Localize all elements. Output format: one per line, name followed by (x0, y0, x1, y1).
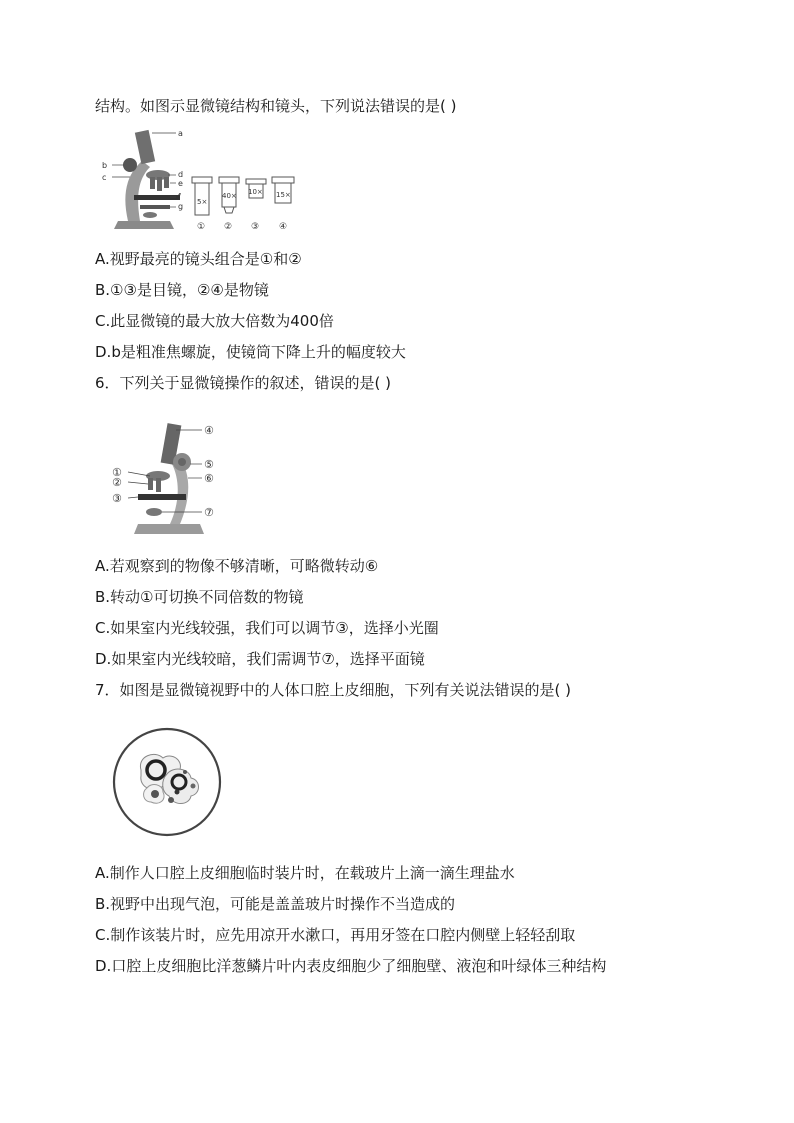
cell-view-diagram (111, 726, 223, 838)
lens-2 (219, 177, 239, 232)
label-f: f (178, 192, 181, 201)
q6-option-d: D.如果室内光线较暗，我们需调节⑦，选择平面镜 (95, 650, 425, 668)
q6-stem: 6．下列关于显微镜操作的叙述，错误的是( ) (95, 374, 392, 392)
q7-figure (111, 726, 223, 838)
q7-option-b: B.视野中出现气泡，可能是盖盖玻片时操作不当造成的 (95, 895, 456, 913)
label-5: ⑤ (204, 458, 214, 471)
q6-figure (108, 420, 228, 540)
label-6: ⑥ (204, 472, 214, 485)
label-g: g (178, 202, 184, 211)
q5-option-b: B.①③是目镜，②④是物镜 (95, 281, 269, 299)
q7-option-a: A.制作人口腔上皮细胞临时装片时，在载玻片上滴一滴生理盐水 (95, 864, 515, 882)
label-b: b (102, 161, 108, 170)
svg-text:10×: 10× (248, 188, 263, 196)
q7-option-c: C.制作该装片时，应先用凉开水漱口，再用牙签在口腔内侧壁上轻轻刮取 (95, 926, 576, 944)
svg-text:15×: 15× (276, 191, 291, 199)
svg-text:40×: 40× (222, 192, 237, 200)
microscope-diagram-q5 (100, 125, 310, 235)
label-c: c (102, 173, 107, 182)
svg-text:5×: 5× (197, 198, 208, 206)
label-4: ④ (204, 424, 214, 437)
label-a: a (178, 129, 183, 138)
label-e: e (178, 179, 183, 188)
label-7: ⑦ (204, 506, 214, 519)
q7-stem: 7．如图是显微镜视野中的人体口腔上皮细胞，下列有关说法错误的是( ) (95, 681, 572, 699)
label-2: ② (112, 476, 122, 489)
q5-figure (100, 125, 310, 235)
q6-option-a: A.若观察到的物像不够清晰，可略微转动⑥ (95, 557, 379, 575)
q5-stem: 结构。如图示显微镜结构和镜头，下列说法错误的是( ) (95, 97, 457, 115)
q5-option-a: A.视野最亮的镜头组合是①和② (95, 250, 302, 268)
lens-1 (192, 177, 212, 232)
microscope-diagram-q6 (108, 420, 228, 540)
svg-text:③: ③ (251, 222, 260, 232)
label-1: ① (112, 466, 122, 479)
q6-option-b: B.转动①可切换不同倍数的物镜 (95, 588, 304, 606)
svg-text:④: ④ (279, 222, 288, 232)
svg-text:②: ② (224, 222, 233, 232)
label-d: d (178, 170, 184, 179)
q5-option-d: D.b是粗准焦螺旋，使镜筒下降上升的幅度较大 (95, 343, 406, 361)
lens-3 (246, 179, 266, 232)
q7-option-d: D.口腔上皮细胞比洋葱鳞片叶内表皮细胞少了细胞壁、液泡和叶绿体三种结构 (95, 957, 607, 975)
q5-option-c: C.此显微镜的最大放大倍数为400倍 (95, 312, 334, 330)
label-3: ③ (112, 492, 122, 505)
lens-4 (272, 177, 294, 232)
svg-text:①: ① (197, 222, 206, 232)
q6-option-c: C.如果室内光线较强，我们可以调节③，选择小光圈 (95, 619, 439, 637)
